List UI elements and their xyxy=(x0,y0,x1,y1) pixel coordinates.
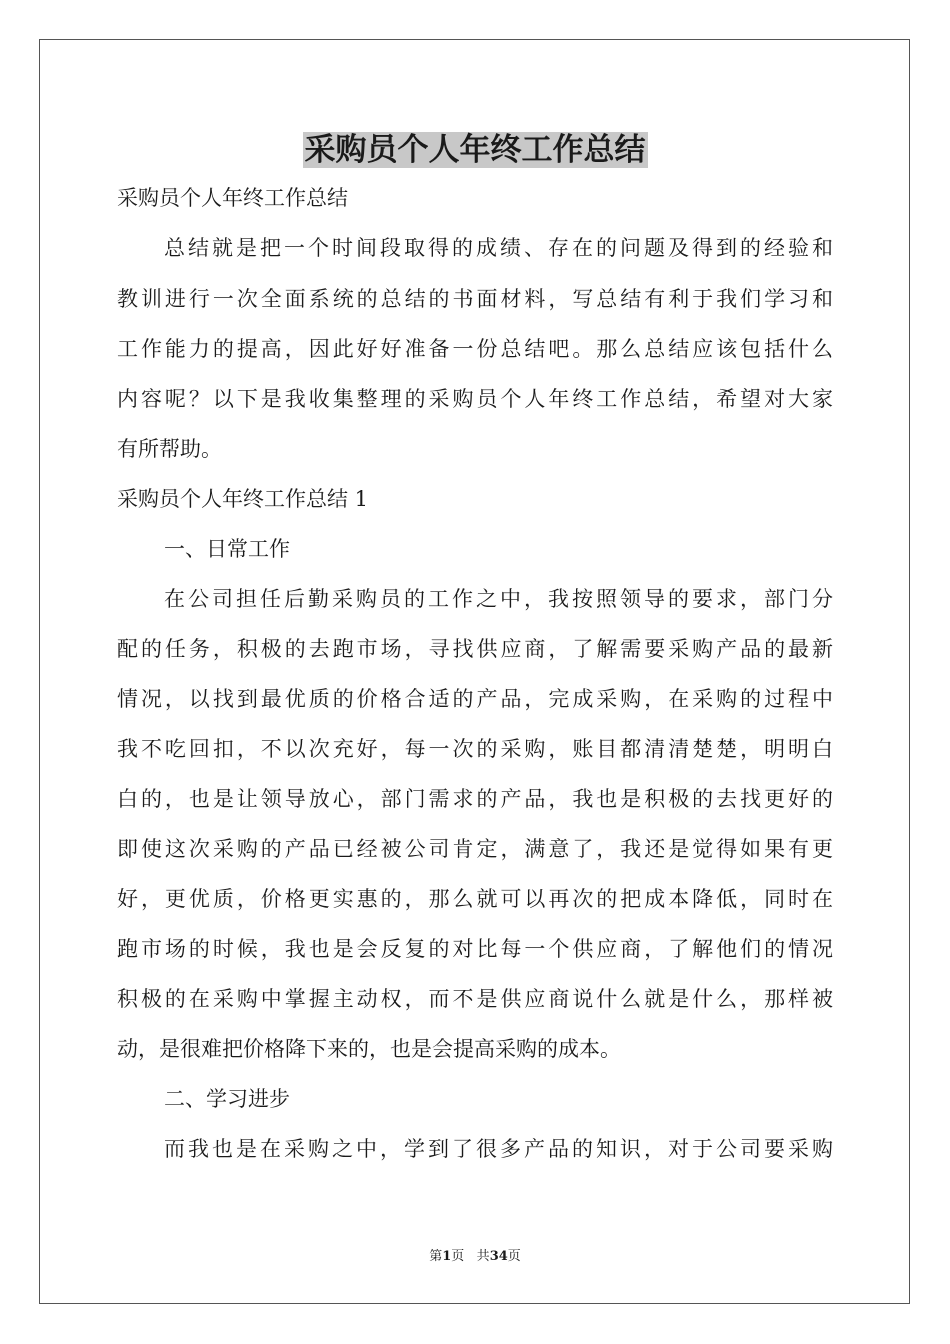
paragraph-line: 动，是很难把价格降下来的，也是会提高采购的成本。 xyxy=(117,1037,621,1061)
page-number: 1 xyxy=(442,1249,452,1264)
subsection-heading: 二、学习进步 xyxy=(164,1087,290,1111)
section-heading: 采购员个人年终工作总结 1 xyxy=(117,487,369,511)
paragraph-line: 积极的在采购中掌握主动权，而不是供应商说什么就是什么，那样被 xyxy=(117,987,833,1011)
paragraph-line: 白的，也是让领导放心，部门需求的产品，我也是积极的去找更好的 xyxy=(117,787,833,811)
total-pages: 34 xyxy=(489,1249,508,1264)
paragraph-line: 内容呢？以下是我收集整理的采购员个人年终工作总结，希望对大家 xyxy=(117,387,833,411)
paragraph-line: 即使这次采购的产品已经被公司肯定，满意了，我还是觉得如果有更 xyxy=(117,837,833,861)
paragraph-line: 跑市场的时候，我也是会反复的对比每一个供应商，了解他们的情况 xyxy=(117,937,833,961)
subtitle-line: 采购员个人年终工作总结 xyxy=(117,186,348,210)
paragraph-line: 总结就是把一个时间段取得的成绩、存在的问题及得到的经验和 xyxy=(164,236,833,260)
paragraph-line: 工作能力的提高，因此好好准备一份总结吧。那么总结应该包括什么 xyxy=(117,337,833,361)
page-border xyxy=(39,39,910,1304)
paragraph-line: 我不吃回扣，不以次充好，每一次的采购，账目都清清楚楚，明明白 xyxy=(117,737,833,761)
total-prefix: 共 xyxy=(476,1249,490,1264)
paragraph-line: 好，更优质，价格更实惠的，那么就可以再次的把成本降低，同时在 xyxy=(117,887,833,911)
subsection-heading: 一、日常工作 xyxy=(164,537,290,561)
paragraph-line: 配的任务，积极的去跑市场，寻找供应商，了解需要采购产品的最新 xyxy=(117,637,833,661)
total-suffix: 页 xyxy=(507,1249,521,1264)
paragraph-line: 在公司担任后勤采购员的工作之中，我按照领导的要求，部门分 xyxy=(164,587,833,611)
page-footer xyxy=(0,1248,950,1266)
document-title: 采购员个人年终工作总结 xyxy=(304,132,646,168)
page-prefix: 第 xyxy=(429,1249,443,1264)
page-suffix: 页 xyxy=(451,1249,465,1264)
paragraph-line: 而我也是在采购之中，学到了很多产品的知识，对于公司要采购 xyxy=(164,1137,833,1161)
paragraph-line: 情况，以找到最优质的价格合适的产品，完成采购，在采购的过程中 xyxy=(117,687,833,711)
paragraph-line: 有所帮助。 xyxy=(117,437,222,461)
paragraph-line: 教训进行一次全面系统的总结的书面材料，写总结有利于我们学习和 xyxy=(117,287,833,311)
